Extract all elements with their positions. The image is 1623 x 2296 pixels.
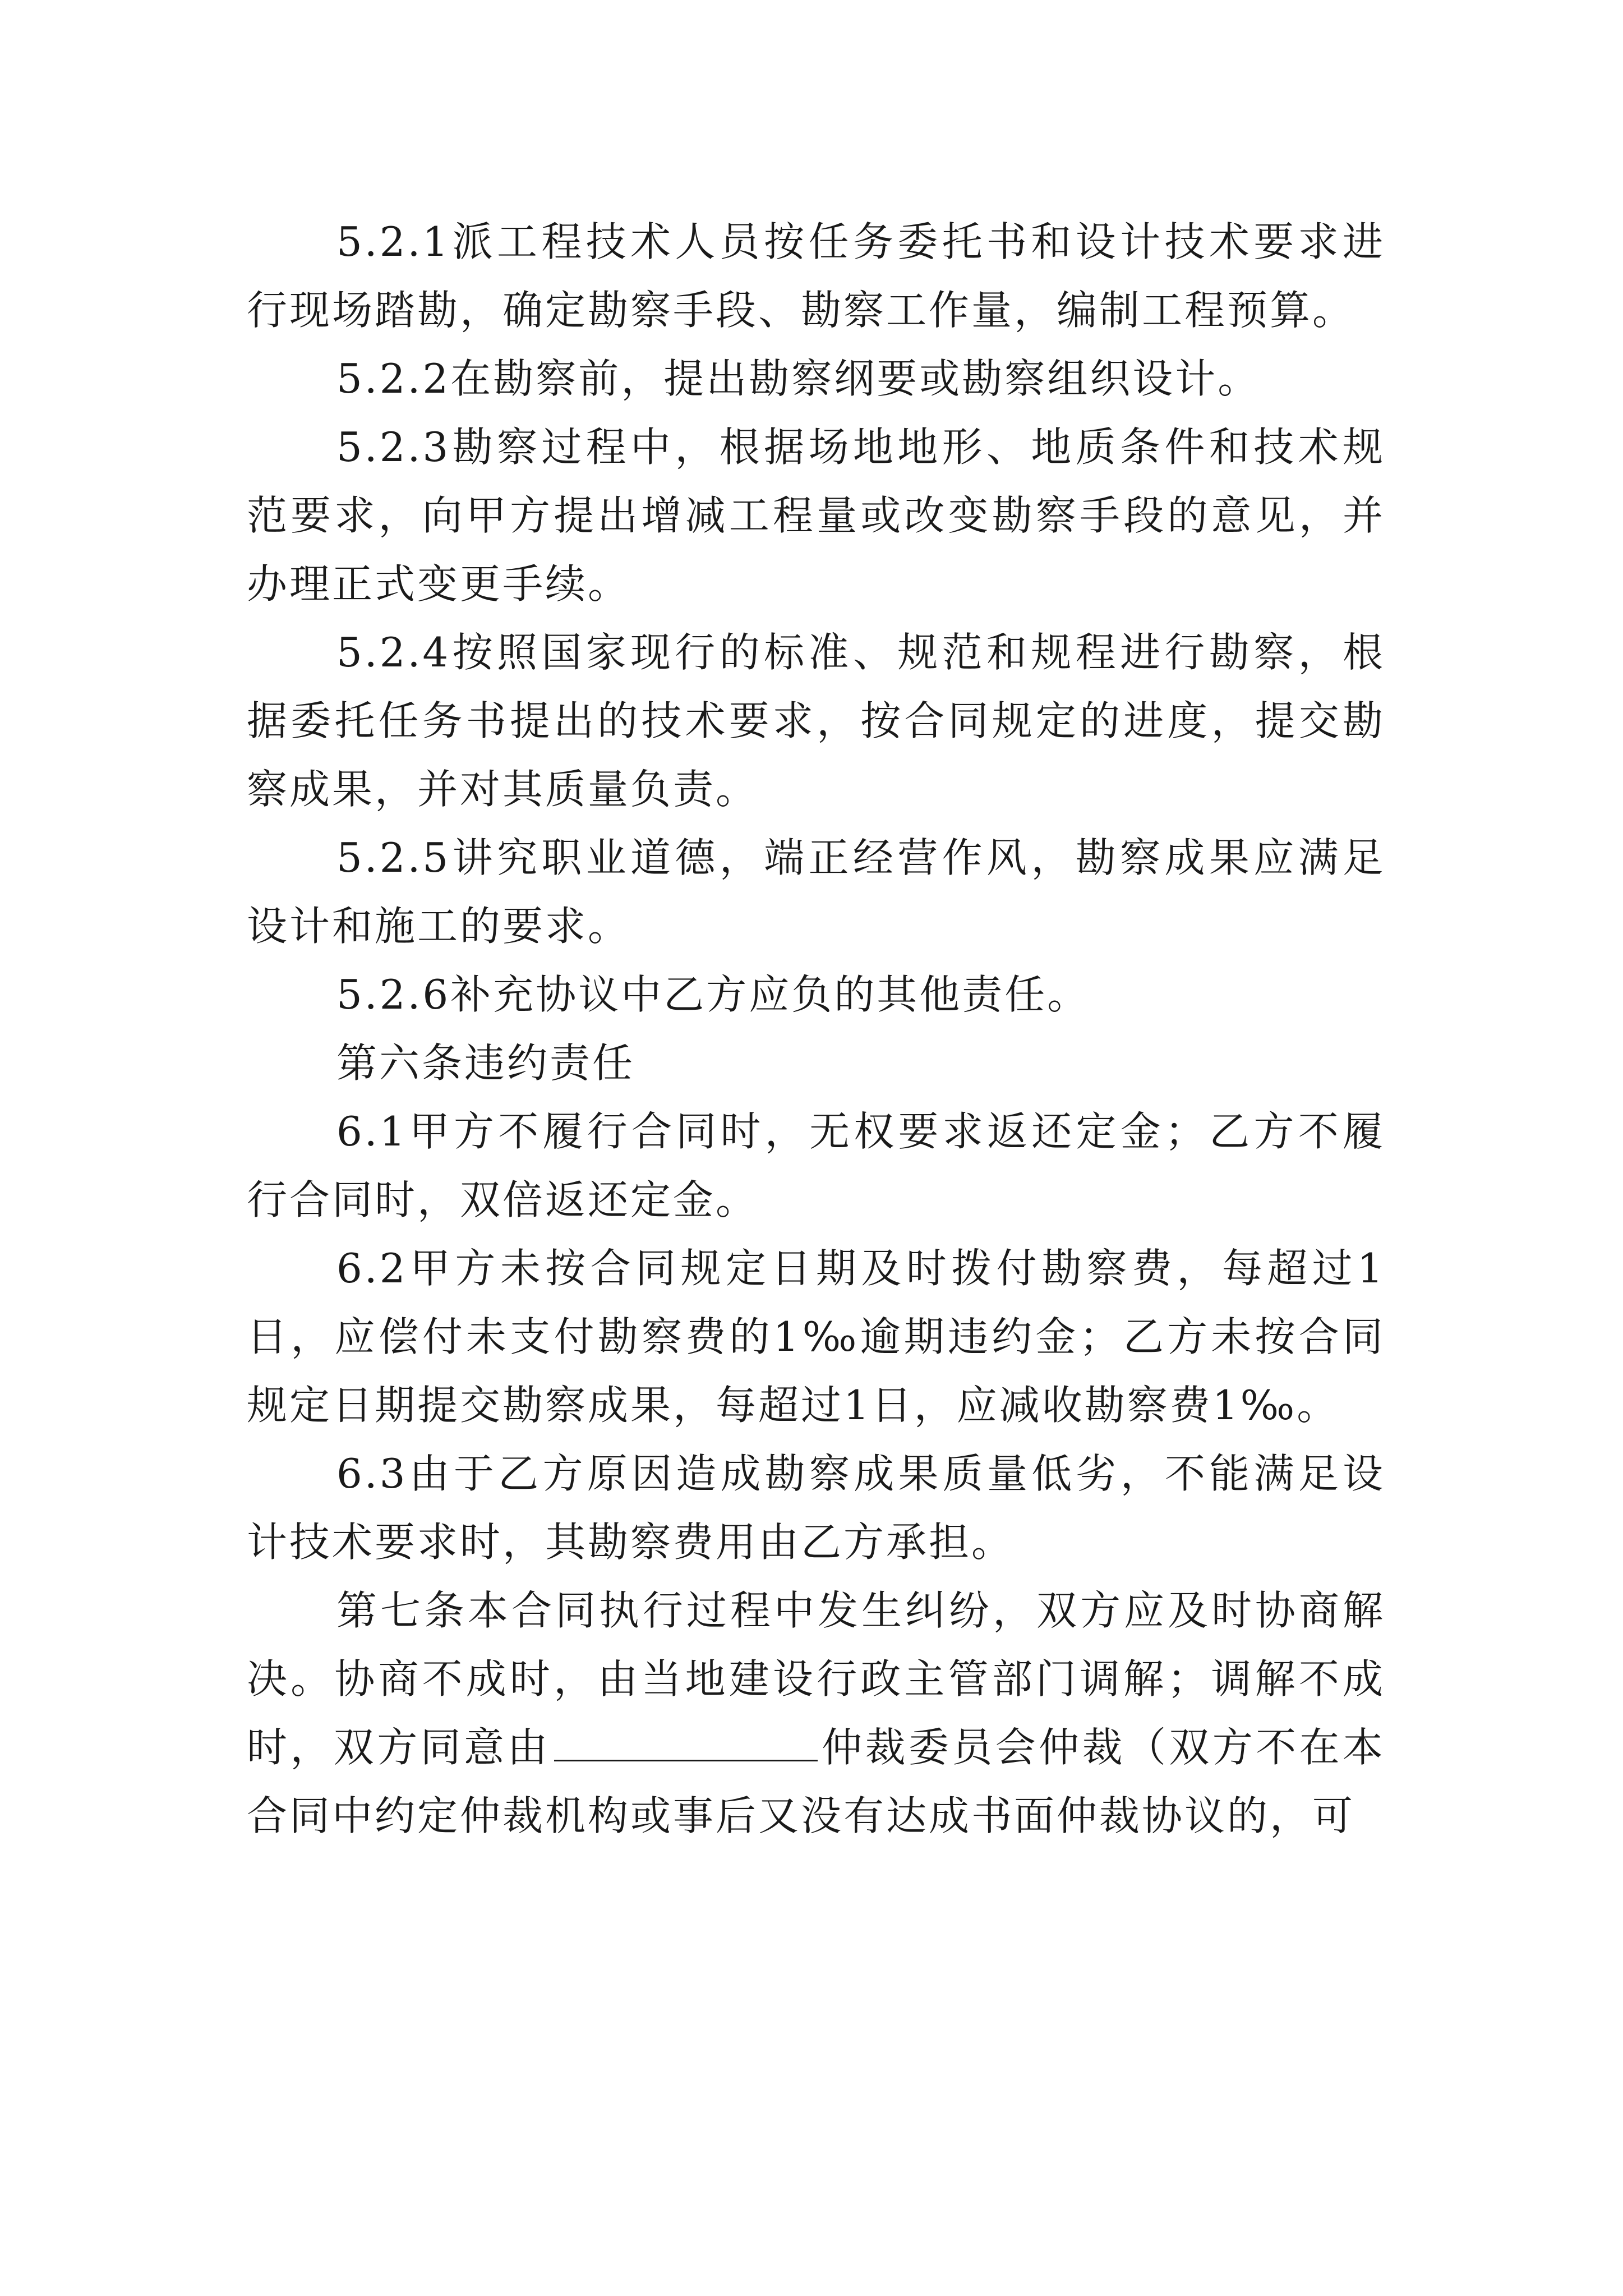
article-7-text-after-blank: 仲裁委员会仲裁（双方不在本合同中约定仲裁机构或事后又没有达成书面仲裁协议的，可 (247, 1724, 1385, 1839)
arbitration-commission-blank (554, 1723, 818, 1761)
clause-5-2-3: 5.2.3勘察过程中，根据场地地形、地质条件和技术规范要求，向甲方提出增减工程量或改变勘察手段的意见，并办理正式变更手续。 (247, 424, 1385, 608)
clause-5-2-4: 5.2.4按照国家现行的标准、规范和规程进行勘察，根据委托任务书提出的技术要求，按合同规定的进度，提交勘察成果，并对其质量负责。 (247, 629, 1385, 813)
clause-6-2: 6.2甲方未按合同规定日期及时拨付勘察费，每超过1日，应偿付未支付勘察费的1‰逾期违约金；乙方未按合同规定日期提交勘察成果，每超过1日，应减收勘察费1‰。 (247, 1245, 1385, 1429)
article-7-text-before-blank: 第七条本合同执行过程中发生纠纷，双方应及时协商解决。协商不成时，由当地建设行政主管部门调解；调解不成时，双方同意由 (247, 1587, 1385, 1771)
clause-6-1: 6.1甲方不履行合同时，无权要求返还定金；乙方不履行合同时，双倍返还定金。 (247, 1108, 1385, 1223)
article-7 (247, 1576, 1385, 1850)
article-6-heading: 第六条违约责任 (336, 1039, 635, 1087)
clause-5-2-2: 5.2.2在勘察前，提出勘察纲要或勘察组织设计。 (336, 355, 1261, 402)
clause-5-2-6: 5.2.6补充协议中乙方应负的其他责任。 (336, 971, 1090, 1018)
document-body (247, 208, 1385, 1850)
clause-6-3: 6.3由于乙方原因造成勘察成果质量低劣，不能满足设计技术要求时，其勘察费用由乙方承担。 (247, 1450, 1385, 1566)
clause-5-2-1: 5.2.1派工程技术人员按任务委托书和设计技术要求进行现场踏勘，确定勘察手段、勘察工作量，编制工程预算。 (247, 218, 1385, 334)
clause-5-2-5: 5.2.5讲究职业道德，端正经营作风，勘察成果应满足设计和施工的要求。 (247, 834, 1385, 950)
